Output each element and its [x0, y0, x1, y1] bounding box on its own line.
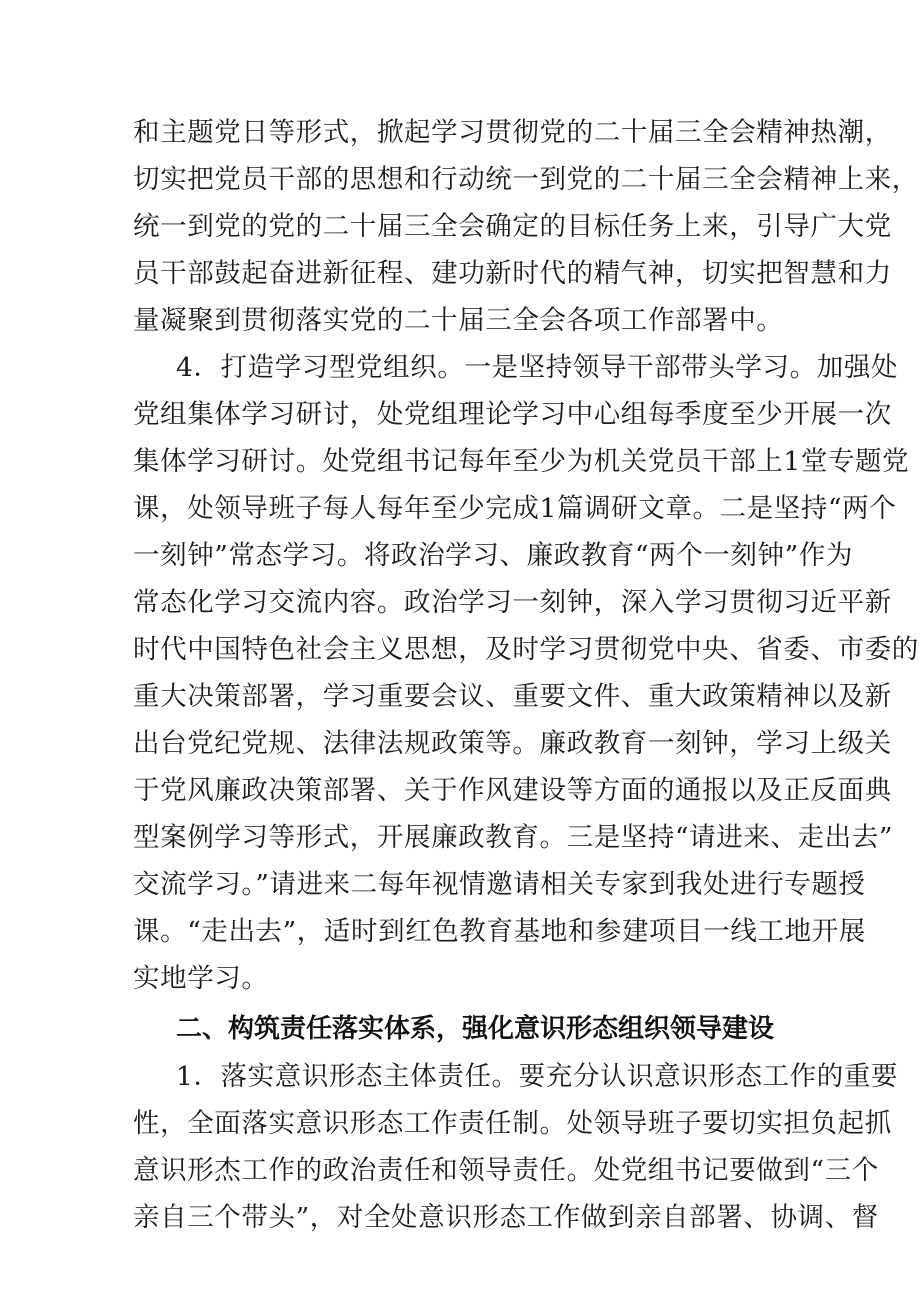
text-line: 课。“走出去”，适时到红色教育基地和参建项目一线工地开展 — [133, 916, 866, 947]
text-line: 切实把党员干部的思想和行动统一到党的二十届三全会精神上来， — [133, 164, 919, 195]
text-line: 一刻钟”常态学习。将政治学习、廉政教育“两个一刻钟”作为 — [133, 540, 853, 571]
text-line: 员干部鼓起奋进新征程、建功新时代的精气神，切实把智慧和力 — [133, 258, 892, 289]
text-line: 4．打造学习型党组织。一是坚持领导干部带头学习。加强处 — [176, 352, 899, 383]
text-line: 交流学习。”请进来二每年视情邀请相关专家到我处进行专题授 — [133, 869, 866, 900]
text-line: 时代中国特色社会主义思想，及时学习贯彻党中央、省委、市委的 — [133, 634, 919, 665]
text-line: 出台党纪党规、法律法规政策等。廉政教育一刻钟，学习上级关 — [133, 728, 892, 759]
text-line: 党组集体学习研讨，处党组理论学习中心组每季度至少开展一次 — [133, 399, 892, 430]
text-line: 量凝聚到贯彻落实党的二十届三全会各项工作部署中。 — [133, 305, 784, 336]
text-line: 亲自三个带头”，对全处意识形态工作做到亲自部署、协调、督 — [133, 1202, 879, 1233]
text-line: 意识形杰工作的政治责任和领导责任。处党组书记要做到“三个 — [133, 1155, 879, 1186]
text-line: 1．落实意识形态主体责任。要充分认识意识形态工作的重要 — [176, 1061, 899, 1092]
text-line: 重大决策部署，学习重要会议、重要文件、重大政策精神以及新 — [133, 681, 892, 712]
text-line: 性，全面落实意识形态工作责任制。处领导班子要切实担负起抓 — [133, 1108, 892, 1139]
section-heading: 二、构筑责任落实体系，强化意识形态组织领导建设 — [176, 1014, 775, 1044]
text-line: 集体学习研讨。处党组书记每年至少为机关党员干部上1堂专题党 — [133, 446, 910, 477]
text-line: 课，处领导班子每人每年至少完成1篇调研文章。二是坚持“两个 — [133, 493, 897, 524]
text-line: 实地学习。 — [133, 963, 269, 994]
text-line: 常态化学习交流内容。政治学习一刻钟，深入学习贯彻习近平新 — [133, 587, 892, 618]
text-line: 统一到党的党的二十届三全会确定的目标任务上来，引导广大党 — [133, 211, 892, 242]
text-line: 于党风廉政决策部署、关于作风建设等方面的通报以及正反面典 — [133, 775, 892, 806]
text-line: 型案例学习等形式，开展廉政教育。三是坚持“请进来、走出去” — [133, 822, 893, 853]
text-line: 和主题党日等形式，掀起学习贯彻党的二十届三全会精神热潮， — [133, 117, 892, 148]
